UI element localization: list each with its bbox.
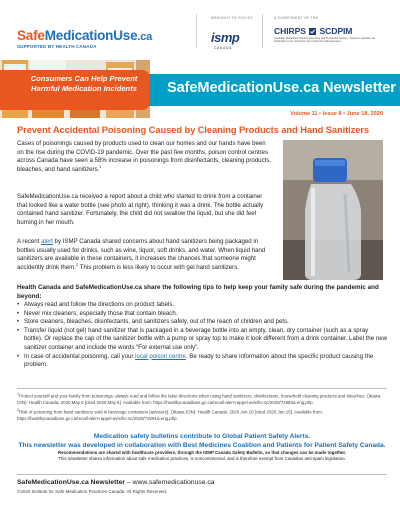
reference-1-number: 1 <box>17 392 20 396</box>
footer-divider <box>17 474 387 475</box>
cmirps-left-text: CHIRPS <box>274 26 306 36</box>
paragraph-2: SafeMedicationUse.ca received a report about a child who started to drink from a container that looked like a water bottle (see photo at right), thinking it was a drink. The bottle actually contained hand sanitizer. Fortunately, the child did not swallow the liquid, but she did feel burning in her mouth. <box>17 193 264 226</box>
paragraph-1 <box>17 140 272 174</box>
tips-list <box>17 301 387 370</box>
cmirps-logo[interactable] <box>274 26 352 36</box>
reference-2-number: 2 <box>17 408 20 413</box>
footer-line <box>17 479 387 486</box>
logo-wordmark <box>17 28 152 43</box>
tip-5-post: . Be ready to share information about the specific product causing the problem. <box>24 352 374 369</box>
logo-med-text: MedicationUse <box>44 28 138 43</box>
footnote-ref-2: 2 <box>75 261 79 267</box>
safemedicationuse-logo[interactable] <box>17 28 152 49</box>
list-item: • Always read and follow the directions on product labels. <box>17 301 387 310</box>
newsletter-title: SafeMedicationUse.ca Newsletter <box>167 80 396 96</box>
list-item: • Never mix cleaners, especially those that contain bleach. <box>17 310 387 319</box>
list-item: • Transfer liquid (not gel) hand sanitizer that is packaged in a beverage bottle into an empty, clean, dry container (such as a spray bottle). Or replace the cap of the sanitizer bottle with a pump or spray top to make it look different from a drink container. Label the new sanitizer container and include the words “For external use only”. <box>17 327 387 353</box>
bulletin-line-3-text: Recommendations are shared with healthcare providers, through the ISMP Canada Safety Bulletin, so that changes can be made together. <box>57 450 347 455</box>
tip-5-pre: In case of accidental poisoning, call your <box>24 352 136 360</box>
cmirps-mark-icon <box>309 28 316 35</box>
header-divider <box>262 14 263 48</box>
bulletin-notice <box>17 432 387 462</box>
footnote-ref-1: 1 <box>99 163 102 169</box>
banner-caption: Consumers Can Help Prevent Harmful Medication Incidents <box>30 74 138 93</box>
footer-separator: – <box>125 479 133 486</box>
article-headline: Prevent Accidental Poisoning Caused by Cleaning Products and Hand Sanitizers <box>17 124 370 135</box>
bulletin-line-4: This newsletter shares information about safe medication practices, is noncommercial, and is therefore exempt from Canadian anti-spam legislation. <box>58 456 346 461</box>
footer <box>17 479 387 494</box>
paragraph-1-text: Cases of poisonings caused by products used to clean our homes and our hands have been on the rise during the COVID-19 pandemic. Over the past few months, poison control centres across Canada have seen a 58% increase in poisonings from disinfectants, cleaning products, bleaches, and hand sanitizers. <box>17 140 272 173</box>
brought-by-label: BROUGHT TO YOU BY <box>211 16 253 20</box>
reference-1 <box>17 391 387 406</box>
cmirps-right-text: SCDPIM <box>319 26 353 36</box>
footer-newsletter-name: SafeMedicationUse.ca Newsletter <box>17 479 126 486</box>
paragraph-3 <box>17 238 272 272</box>
issue-info: Volume 11 • Issue 8 • June 18, 2020 <box>290 111 383 117</box>
component-label: A COMPONENT OF THE <box>274 16 319 20</box>
sanitizer-bottle-photo <box>283 140 383 280</box>
list-item <box>17 353 387 370</box>
tips-heading: Health Canada and SafeMedicationUse.ca share the following tips to help keep your family safe during the pandemic and beyond: <box>17 284 379 300</box>
reference-2-text: Risk of poisoning from hand sanitizers sold in beverage containers [advisory]. Ottawa (ON): Health Canada. 2020 Jun 10 [cited 2020 Jun 15]. Available from: https://healthycanadians.gc.ca/recall-alert-rappel-avis/hc-sc/2020/73291a-eng.php <box>17 409 324 421</box>
reference-1-text: Protect yourself and your family from poisonings: always read and follow the label directions when using hand sanitizers, disinfectants, household cleaning products and bleaches. Ottawa (ON): Health Canada; 2020 May 5 [cited 2020 May 8]. Available from: https://healthycanadians.gc.ca/recall-alert-rappel-avis/hc-sc/2020/72983a-eng.php <box>17 393 381 405</box>
ismp-logo-sub: CANADA <box>214 46 233 50</box>
poison-centre-link[interactable]: local poison centre <box>135 352 186 360</box>
footer-url[interactable]: www.safemedicationuse.ca <box>132 479 215 486</box>
paragraph-3-pre: A recent <box>17 238 42 245</box>
paragraph-3-text: by ISMP Canada shared concerns about hand sanitizers being packaged in bottles usually used for drinks, such as wine, liquor, soft drinks, and water. When liquid hand sanitizers are available in these containers, it increases the chances that someone might accidently drink them. <box>17 238 266 271</box>
references <box>17 391 387 423</box>
logo-safe-text: Safe <box>17 28 45 43</box>
references-divider <box>17 388 387 389</box>
logo-subtitle: SUPPORTED BY HEALTH CANADA <box>17 44 97 49</box>
paragraph-3-end: This problem is less likely to occur with gel hand sanitizers. <box>78 263 239 271</box>
header-divider <box>196 14 197 48</box>
bulletin-line-1: Medication safety bulletins contribute to Global Patient Safety Alerts. <box>93 433 311 440</box>
list-item: • Store cleaners, bleaches, disinfectants, and sanitizers safely, out of the reach of children and pets. <box>17 318 387 327</box>
ismp-logo[interactable]: ismp <box>211 30 240 45</box>
alert-link[interactable]: alert <box>41 238 53 245</box>
logo-ca-text: .ca <box>137 31 153 43</box>
copyright: ©2020 Institute for Safe Medication Practices Canada. All Rights Reserved. <box>17 489 168 494</box>
bulletin-line-2: This newsletter was developed in collaboration with Best Medicines Coalition and Patients for Patient Safety Canada. <box>18 442 386 449</box>
reference-2 <box>17 407 387 422</box>
cmirps-description: Canadian Medication Incident Reporting and Prevention System / Système canadien de déclaration et de prévention des incidents médicamenteux <box>274 37 375 44</box>
